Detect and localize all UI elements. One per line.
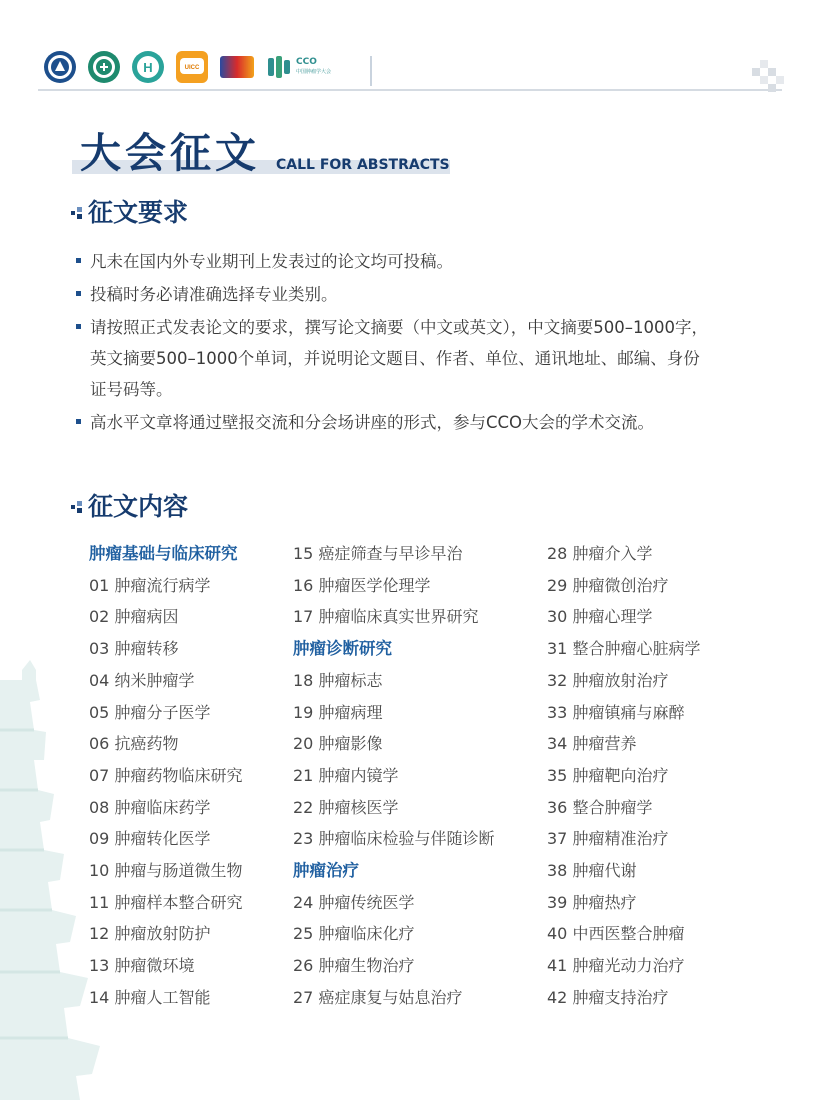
topic-item: 17 肿瘤临床真实世界研究 bbox=[293, 607, 479, 627]
cco-logo-subtext: 中国肿瘤学大会 bbox=[296, 69, 332, 75]
topic-item: 22 肿瘤核医学 bbox=[293, 797, 399, 817]
topic-item: 02 肿瘤病因 bbox=[89, 607, 179, 627]
topic-item: 21 肿瘤内镜学 bbox=[293, 765, 399, 785]
color-block-logo-icon bbox=[220, 56, 254, 78]
topic-item: 03 肿瘤转移 bbox=[89, 639, 179, 659]
requirements-list bbox=[74, 246, 714, 440]
topic-item: 36 整合肿瘤学 bbox=[547, 797, 653, 817]
topic-item: 25 肿瘤临床化疗 bbox=[293, 924, 415, 944]
topic-item: 31 整合肿瘤心脏病学 bbox=[547, 639, 701, 659]
topic-item: 06 抗癌药物 bbox=[89, 734, 179, 754]
topic-category: 肿瘤诊断研究 bbox=[293, 639, 392, 659]
topic-item: 41 肿瘤光动力治疗 bbox=[547, 956, 685, 976]
topic-item: 39 肿瘤热疗 bbox=[547, 892, 637, 912]
topic-item: 24 肿瘤传统医学 bbox=[293, 892, 415, 912]
list-item bbox=[74, 312, 714, 405]
topic-item: 15 癌症筛查与早诊早治 bbox=[293, 544, 463, 563]
svg-text:H: H bbox=[143, 60, 153, 75]
cco-logo-text: CCO bbox=[296, 57, 317, 67]
topic-item: 20 肿瘤影像 bbox=[293, 734, 383, 754]
topic-item: 23 肿瘤临床检验与伴随诊断 bbox=[293, 829, 495, 849]
topic-item: 28 肿瘤介入学 bbox=[547, 544, 653, 563]
header-rule bbox=[38, 89, 782, 91]
topic-item: 07 肿瘤药物临床研究 bbox=[89, 765, 243, 785]
topic-category: 肿瘤基础与临床研究 bbox=[89, 544, 238, 563]
bullet-icon bbox=[76, 258, 81, 263]
topic-item: 05 肿瘤分子医学 bbox=[89, 702, 211, 722]
topic-item: 33 肿瘤镇痛与麻醉 bbox=[547, 702, 685, 722]
section-marker-icon bbox=[70, 204, 86, 222]
topic-item: 29 肿瘤微创治疗 bbox=[547, 575, 669, 595]
topics-column-1 bbox=[89, 538, 242, 1014]
list-item-text: 凡未在国内外专业期刊上发表过的论文均可投稿。 bbox=[90, 252, 453, 271]
topic-item: 34 肿瘤营养 bbox=[547, 734, 637, 754]
topic-item: 32 肿瘤放射治疗 bbox=[547, 670, 669, 690]
bullet-icon bbox=[76, 419, 81, 424]
h-emblem-icon bbox=[132, 51, 164, 83]
topic-item: 11 肿瘤样本整合研究 bbox=[89, 892, 243, 912]
header-divider-vertical bbox=[370, 56, 372, 86]
topic-item: 13 肿瘤微环境 bbox=[89, 956, 195, 976]
bullet-icon bbox=[76, 324, 81, 329]
topic-item: 14 肿瘤人工智能 bbox=[89, 987, 211, 1007]
topic-item: 04 纳米肿瘤学 bbox=[89, 670, 195, 690]
topic-item: 16 肿瘤医学伦理学 bbox=[293, 575, 431, 595]
page-title: 大会征文 bbox=[80, 129, 260, 177]
checker-decoration-icon bbox=[752, 60, 784, 92]
page-title-en: CALL FOR ABSTRACTS bbox=[276, 157, 450, 173]
topic-item: 38 肿瘤代谢 bbox=[547, 861, 637, 881]
list-item bbox=[74, 279, 714, 310]
topic-item: 01 肿瘤流行病学 bbox=[89, 575, 211, 595]
section-marker-icon bbox=[70, 498, 86, 516]
topic-item: 08 肿瘤临床药学 bbox=[89, 797, 211, 817]
topic-item: 42 肿瘤支持治疗 bbox=[547, 987, 669, 1007]
topic-item: 09 肿瘤转化医学 bbox=[89, 829, 211, 849]
topic-item: 19 肿瘤病理 bbox=[293, 702, 383, 722]
section-heading-text: 征文内容 bbox=[88, 492, 189, 521]
topics-column-2 bbox=[293, 538, 494, 1014]
topics-column-3 bbox=[547, 538, 700, 1014]
list-item-text: 请按照正式发表论文的要求，撰写论文摘要（中文或英文），中文摘要500–1000字，英文摘要500–1000个单词，并说明论文题目、作者、单位、通讯地址、邮编、身份证号码等。 bbox=[90, 318, 708, 399]
topic-item: 40 中西医整合肿瘤 bbox=[547, 924, 685, 944]
section-heading-requirements bbox=[70, 196, 188, 230]
list-item bbox=[74, 246, 714, 277]
topic-item: 30 肿瘤心理学 bbox=[547, 607, 653, 627]
section-heading-contents bbox=[70, 490, 188, 524]
topic-category: 肿瘤治疗 bbox=[293, 861, 359, 881]
topic-item: 35 肿瘤靶向治疗 bbox=[547, 765, 669, 785]
topic-item: 27 癌症康复与姑息治疗 bbox=[293, 987, 463, 1007]
cancer-society-emblem-icon bbox=[88, 51, 120, 83]
list-item-text: 高水平文章将通过壁报交流和分会场讲座的形式，参与CCO大会的学术交流。 bbox=[90, 413, 655, 432]
topic-item: 37 肿瘤精准治疗 bbox=[547, 829, 669, 849]
section-heading-text: 征文要求 bbox=[88, 198, 189, 227]
hospital-emblem-icon bbox=[44, 51, 76, 83]
list-item bbox=[74, 407, 714, 438]
topic-item: 18 肿瘤标志 bbox=[293, 670, 383, 690]
topic-item: 26 肿瘤生物治疗 bbox=[293, 956, 415, 976]
topic-item: 10 肿瘤与肠道微生物 bbox=[89, 861, 243, 881]
topic-item: 12 肿瘤放射防护 bbox=[89, 924, 211, 944]
list-item-text: 投稿时务必请准确选择专业类别。 bbox=[90, 285, 338, 304]
bullet-icon bbox=[76, 291, 81, 296]
cco-logo-icon bbox=[266, 54, 331, 80]
uicc-icon bbox=[176, 51, 208, 83]
svg-text:UICC: UICC bbox=[184, 65, 200, 71]
partner-logos bbox=[44, 50, 331, 84]
